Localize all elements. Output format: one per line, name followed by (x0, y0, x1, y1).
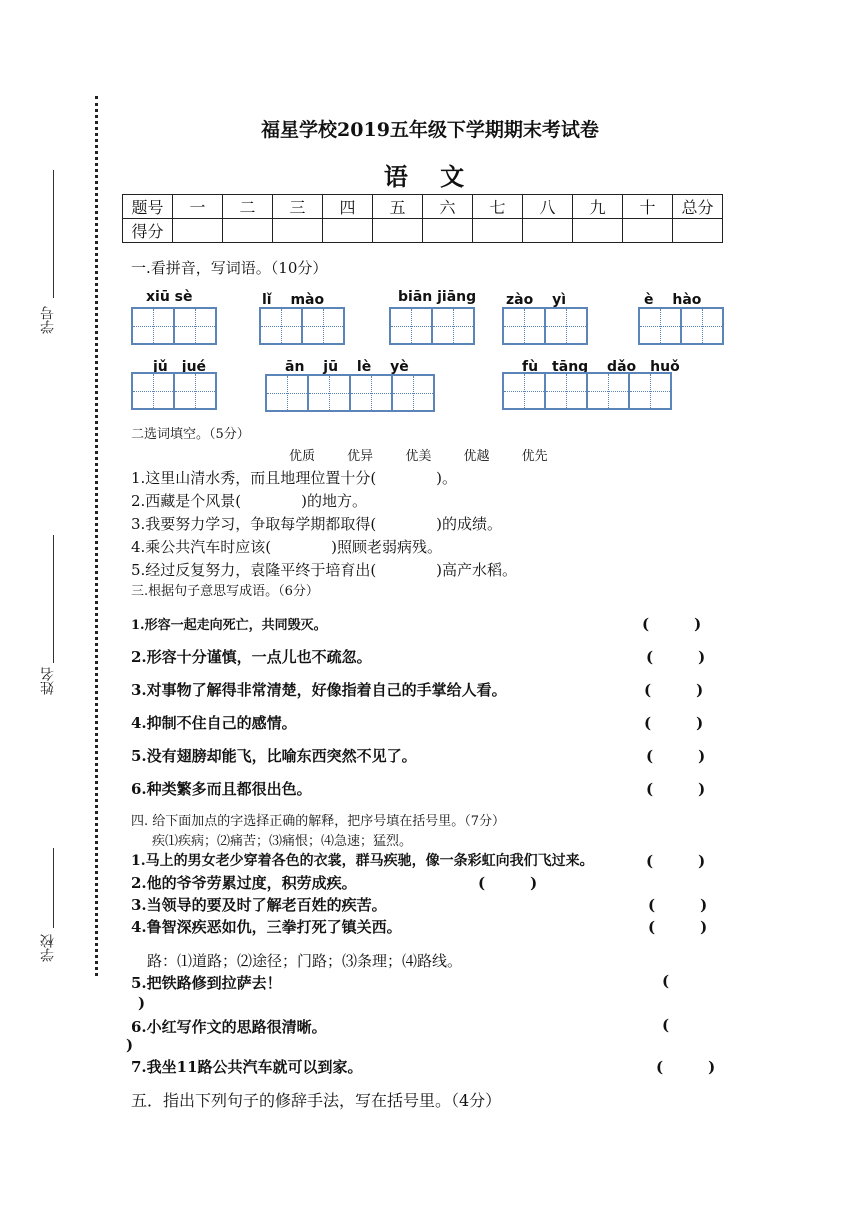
meaning-item: 7.我坐11路公共汽车就可以到家。 (131, 1058, 363, 1076)
fill-item: 5.经过反复努力，袁隆平终于培育出( )高产水稻。 (131, 561, 518, 579)
student-id-label: 学号 (40, 306, 56, 334)
meaning-item: 3.当领导的要及时了解老百姓的疾苦。 (131, 896, 387, 914)
answer-paren[interactable]: ( ) (644, 714, 704, 732)
word-option: 优质 (289, 449, 316, 464)
writing-grid[interactable] (259, 307, 343, 345)
score-input[interactable] (423, 219, 473, 243)
score-cell: 九 (573, 195, 623, 219)
score-cell: 十 (623, 195, 673, 219)
word-option: 优美 (405, 449, 432, 464)
score-cell: 三 (273, 195, 323, 219)
score-input[interactable] (273, 219, 323, 243)
meaning-item: 1.马上的男女老少穿着各色的衣裳，群马疾驰，像一条彩虹向我们飞过来。 (131, 853, 594, 869)
score-header-row (123, 195, 723, 219)
writing-grid[interactable] (502, 307, 586, 345)
writing-grid[interactable] (502, 372, 670, 410)
ji-definitions: 疾⑴疾病；⑵痛苦；⑶痛恨；⑷急速；猛烈。 (152, 834, 413, 849)
answer-paren-open[interactable]: ( (662, 972, 670, 990)
writing-grid[interactable] (389, 307, 473, 345)
fill-item: 1.这里山清水秀，而且地理位置十分( )。 (131, 469, 458, 487)
score-input[interactable] (173, 219, 223, 243)
fill-item: 2.西藏是个风景( )的地方。 (131, 492, 368, 510)
pinyin-label: è hào (644, 292, 702, 308)
answer-paren[interactable]: ( ) (648, 896, 708, 914)
idiom-item: 3.对事物了解得非常清楚，好像指着自己的手掌给人看。 (131, 681, 507, 699)
section-4-title: 四. 给下面加点的字选择正确的解释，把序号填在括号里。（7分） (131, 814, 506, 829)
score-input[interactable] (623, 219, 673, 243)
answer-paren[interactable]: ( ) (644, 681, 704, 699)
name-label: 姓名 (40, 667, 56, 695)
word-option: 优先 (521, 449, 548, 464)
pinyin-label: zào yì (506, 292, 567, 308)
score-input[interactable] (373, 219, 423, 243)
section-5-title: 五．指出下列句子的修辞手法，写在括号里。（4分） (131, 1091, 502, 1110)
score-table (122, 194, 723, 243)
score-cell: 总分 (673, 195, 723, 219)
answer-paren[interactable]: ( ) (646, 648, 706, 666)
section-1-title: 一.看拼音，写词语。（10分） (131, 259, 328, 277)
idiom-item: 2.形容十分谨慎，一点儿也不疏忽。 (131, 648, 372, 666)
score-input[interactable] (523, 219, 573, 243)
pinyin-label: xiū sè (146, 289, 193, 305)
score-cell: 八 (523, 195, 573, 219)
binding-dotted-line (95, 96, 98, 976)
idiom-item: 1.形容一起走向死亡，共同毁灭。 (131, 618, 327, 633)
answer-paren[interactable]: ( ) (646, 780, 706, 798)
answer-paren[interactable]: ( ) (656, 1058, 716, 1076)
score-input[interactable] (323, 219, 373, 243)
writing-grid[interactable] (265, 374, 433, 412)
writing-grid[interactable] (131, 307, 215, 345)
idiom-item: 5.没有翅膀却能飞，比喻东西突然不见了。 (131, 747, 417, 765)
pinyin-label: fù tāng dǎo huǒ (522, 359, 680, 375)
score-input[interactable] (223, 219, 273, 243)
score-value-row (123, 219, 723, 243)
word-option: 优异 (347, 449, 374, 464)
score-cell: 七 (473, 195, 523, 219)
answer-paren[interactable]: ( ) (642, 615, 702, 633)
answer-paren[interactable]: ( ) (646, 852, 706, 870)
pinyin-label: lǐ mào (262, 292, 325, 308)
section-3-title: 三.根据句子意思写成语。（6分） (131, 584, 319, 599)
pinyin-label: ān jū lè yè (285, 359, 409, 375)
idiom-item: 4.抑制不住自己的感情。 (131, 714, 297, 732)
answer-paren-close[interactable]: ) (138, 994, 146, 1012)
score-cell: 四 (323, 195, 373, 219)
meaning-item: 2.他的爷爷劳累过度，积劳成疾。 (131, 874, 357, 892)
answer-paren-close[interactable]: ) (126, 1036, 134, 1054)
answer-paren[interactable]: ( ) (478, 874, 538, 892)
writing-grid[interactable] (638, 307, 722, 345)
score-input[interactable] (473, 219, 523, 243)
score-cell: 一 (173, 195, 223, 219)
score-input[interactable] (573, 219, 623, 243)
writing-grid[interactable] (131, 372, 215, 410)
fill-item: 3.我要努力学习，争取每学期都取得( )的成绩。 (131, 515, 503, 533)
pinyin-label: jǔ jué (153, 359, 207, 375)
answer-paren[interactable]: ( ) (646, 747, 706, 765)
exam-title: 福星学校2019五年级下学期期末考试卷 (261, 119, 599, 141)
school-label: 学校 (40, 934, 56, 962)
score-cell: 题号 (123, 195, 173, 219)
answer-paren-open[interactable]: ( (662, 1016, 670, 1034)
score-cell: 五 (373, 195, 423, 219)
meaning-item: 5.把铁路修到拉萨去！ (131, 974, 282, 992)
score-label: 得分 (123, 219, 173, 243)
section-2-title: 二选词填空。（5分） (131, 427, 250, 442)
score-input[interactable] (673, 219, 723, 243)
score-cell: 六 (423, 195, 473, 219)
answer-paren[interactable]: ( ) (648, 918, 708, 936)
word-options (289, 445, 576, 464)
meaning-item: 4.鲁智深疾恶如仇，三拳打死了镇关西。 (131, 918, 402, 936)
score-cell: 二 (223, 195, 273, 219)
school-line (53, 848, 54, 928)
subject-title: 语 文 (383, 162, 477, 191)
fill-item: 4.乘公共汽车时应该( )照顾老弱病残。 (131, 538, 443, 556)
pinyin-label: biān jiāng (398, 289, 477, 305)
name-line (53, 535, 54, 663)
lu-definitions: 路：⑴道路；⑵途径；门路；⑶条理；⑷路线。 (147, 952, 463, 970)
idiom-item: 6.种类繁多而且都很出色。 (131, 780, 312, 798)
word-option: 优越 (463, 449, 490, 464)
meaning-item: 6.小红写作文的思路很清晰。 (131, 1018, 327, 1036)
